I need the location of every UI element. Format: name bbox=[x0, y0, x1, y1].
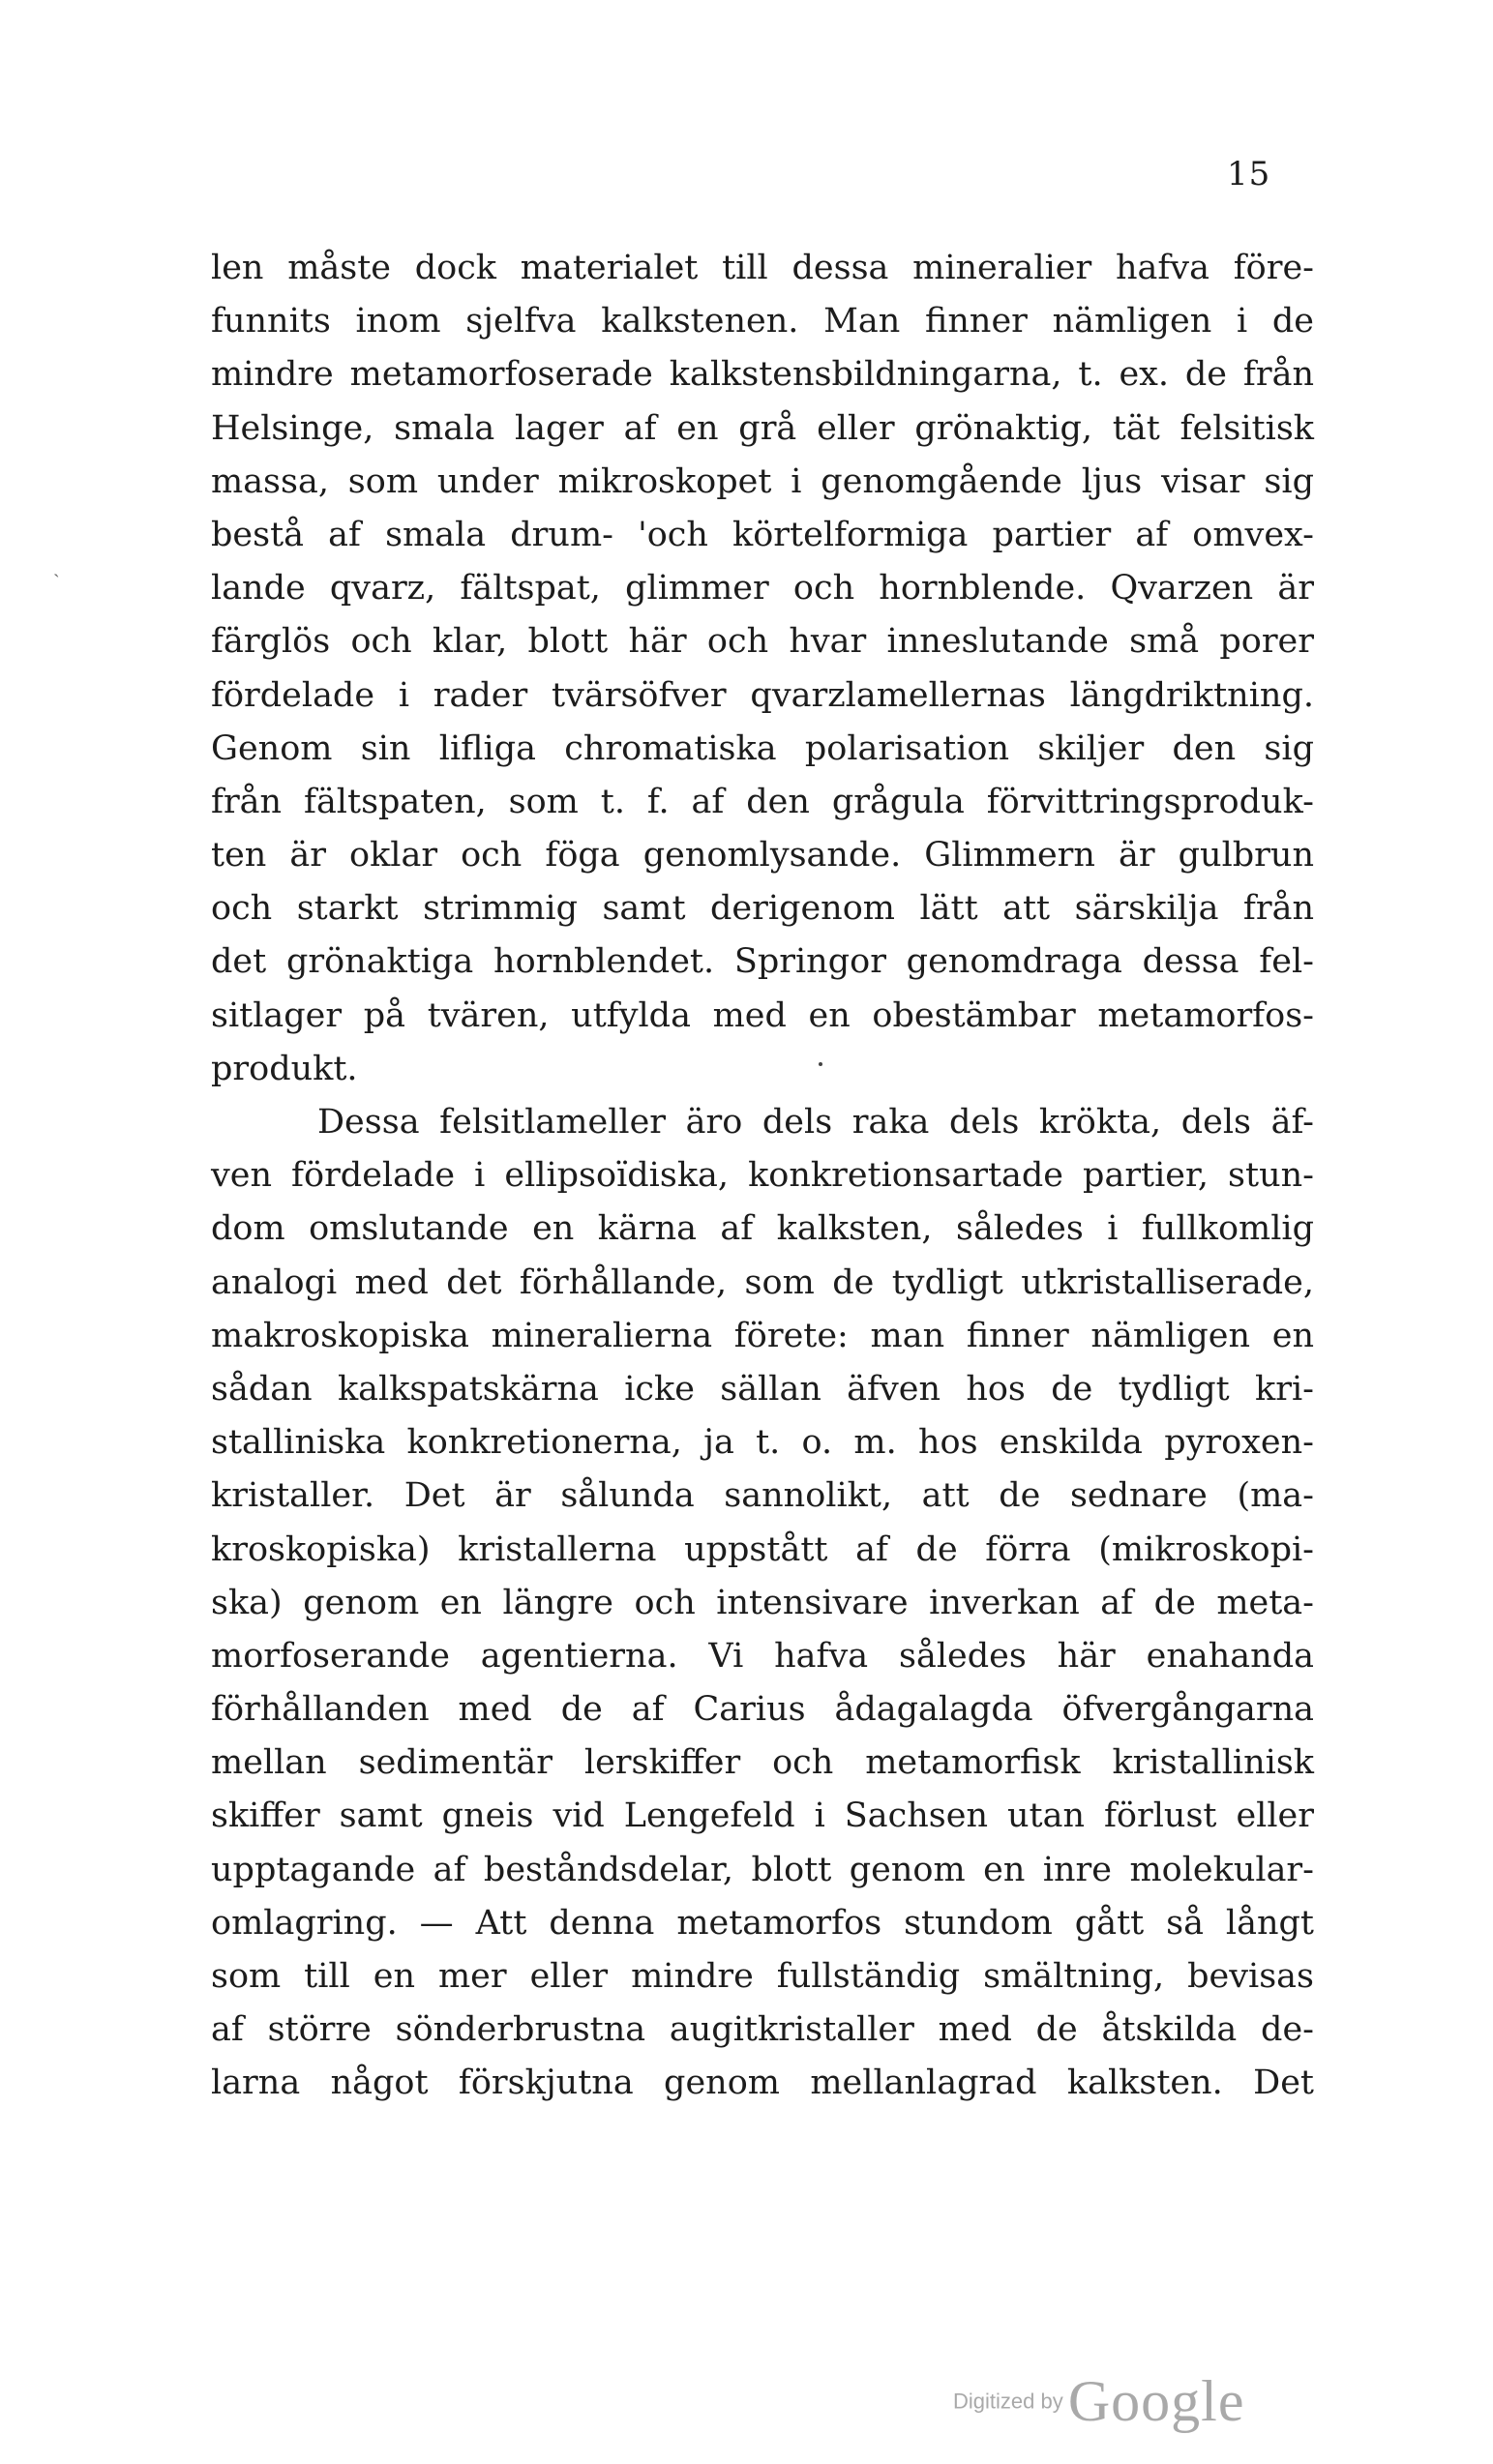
text-line: Helsinge, smala lager af en grå eller grönaktig, tät felsitisk bbox=[211, 408, 1314, 448]
text-line: ven fördelade i ellipsoïdiska, konkretionsartade partier, stun- bbox=[211, 1156, 1314, 1196]
margin-mark: ˎ bbox=[53, 554, 60, 578]
text-line: det grönaktiga hornblendet. Springor genomdraga dessa fel- bbox=[211, 942, 1314, 982]
text-line: fördelade i rader tvärsöfver qvarzlamellernas längdriktning. bbox=[211, 675, 1314, 715]
text-line: och starkt strimmig samt derigenom lätt att särskilja från bbox=[211, 889, 1314, 929]
text-line: mellan sedimentär lerskiffer och metamorfisk kristallinisk bbox=[211, 1743, 1314, 1783]
text-line: sitlager på tvären, utfylda med en obestämbar metamorfos- bbox=[211, 995, 1314, 1035]
text-line: len måste dock materialet till dessa mineralier hafva före- bbox=[211, 249, 1314, 287]
text-line: sådan kalkspatskärna icke sällan äfven hos de tydligt kri- bbox=[211, 1369, 1314, 1409]
text-line: färglös och klar, blott här och hvar inneslutande små porer bbox=[211, 622, 1314, 662]
text-line: funnits inom sjelfva kalkstenen. Man finner nämligen i de bbox=[211, 302, 1314, 341]
paragraph-start-line: Dessa felsitlameller äro dels raka dels krökta, dels äf- bbox=[317, 1103, 1314, 1142]
text-line: från fältspaten, som t. f. af den grågula förvittringsproduk- bbox=[211, 782, 1314, 821]
text-line: förhållanden med de af Carius ådagalagda öfvergångarna bbox=[211, 1690, 1314, 1730]
text-line: larna något förskjutna genom mellanlagrad kalksten. Det bbox=[211, 2063, 1314, 2103]
text-line: upptagande af beståndsdelar, blott genom en inre molekular- bbox=[211, 1850, 1314, 1889]
text-line: ten är oklar och föga genomlysande. Glimmern är gulbrun bbox=[211, 836, 1314, 876]
text-line: makroskopiska mineralierna förete: man finner nämligen en bbox=[211, 1316, 1314, 1355]
text-line: skiffer samt gneis vid Lengefeld i Sachsen utan förlust eller bbox=[211, 1796, 1314, 1836]
body-text bbox=[211, 242, 1314, 2111]
text-line: ska) genom en längre och intensivare inverkan af de meta- bbox=[211, 1583, 1314, 1622]
paragraph-end-line: produkt. bbox=[211, 1049, 358, 1088]
text-line: dom omslutande en kärna af kalksten, således i fullkomlig bbox=[211, 1209, 1314, 1249]
google-logo-text: Google bbox=[1067, 2369, 1245, 2433]
digitized-by-label: Digitized by bbox=[953, 2389, 1063, 2414]
digitized-by-google-watermark bbox=[953, 2368, 1244, 2435]
text-line: massa, som under mikroskopet i genomgående ljus visar sig bbox=[211, 461, 1314, 501]
text-line: mindre metamorfoserade kalkstensbildningarna, t. ex. de från bbox=[211, 355, 1314, 395]
text-line: Genom sin lifliga chromatiska polarisation skiljer den sig bbox=[211, 728, 1314, 768]
text-line: morfoserande agentierna. Vi hafva således här enahanda bbox=[211, 1636, 1314, 1676]
text-line: analogi med det förhållande, som de tydligt utkristalliserade, bbox=[211, 1262, 1314, 1302]
text-line: omlagring. — Att denna metamorfos stundom gått så långt bbox=[211, 1903, 1314, 1943]
text-line: kristaller. Det är sålunda sannolikt, att de sednare (ma- bbox=[211, 1476, 1314, 1516]
page-number: 15 bbox=[1227, 155, 1271, 193]
text-line: lande qvarz, fältspat, glimmer och hornblende. Qvarzen är bbox=[211, 569, 1314, 609]
text-line: som till en mer eller mindre fullständig smältning, bevisas bbox=[211, 1957, 1314, 1996]
text-line: af större sönderbrustna augitkristaller med de åtskilda de- bbox=[211, 2010, 1314, 2050]
text-line: kroskopiska) kristallerna uppstått af de förra (mikroskopi- bbox=[211, 1529, 1314, 1569]
text-line: bestå af smala drum- 'och körtelformiga partier af omvex- bbox=[211, 515, 1314, 554]
text-line: stalliniska konkretionerna, ja t. o. m. hos enskilda pyroxen- bbox=[211, 1423, 1314, 1463]
